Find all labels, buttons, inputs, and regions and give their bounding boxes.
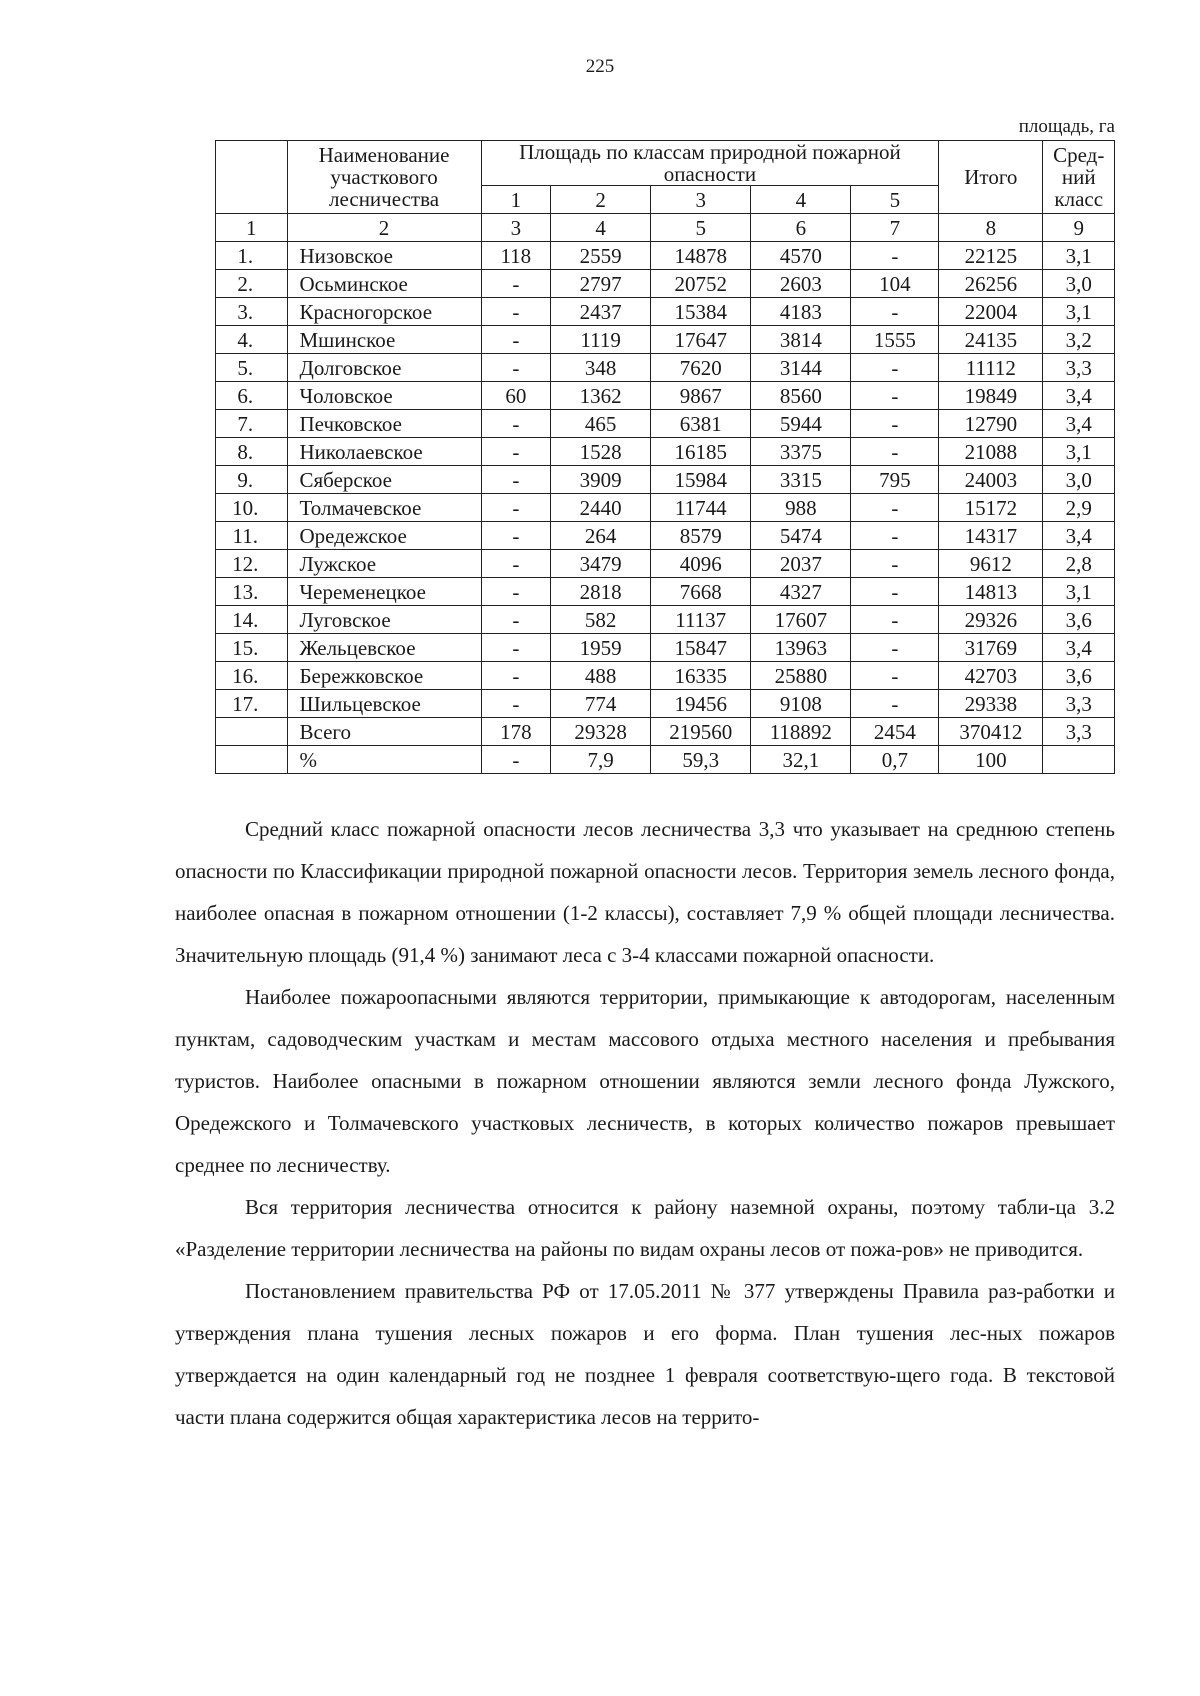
row-number: 11. xyxy=(216,522,288,550)
body-text xyxy=(175,808,1115,1438)
row-number: 6. xyxy=(216,382,288,410)
table-row xyxy=(216,270,1115,298)
total-area: 26256 xyxy=(939,270,1043,298)
class-4-area: 32,1 xyxy=(751,746,851,774)
class-1-area: - xyxy=(481,606,550,634)
class-5-area: - xyxy=(851,410,939,438)
class-5-area: - xyxy=(851,550,939,578)
total-area: 12790 xyxy=(939,410,1043,438)
class-5-area: - xyxy=(851,494,939,522)
class-2-area: 7,9 xyxy=(551,746,651,774)
table-row xyxy=(216,522,1115,550)
class-4-area: 988 xyxy=(751,494,851,522)
class-4-area: 4570 xyxy=(751,242,851,270)
average-class: 3,2 xyxy=(1043,326,1115,354)
column-number: 7 xyxy=(851,214,939,242)
class-4-area: 4327 xyxy=(751,578,851,606)
total-area: 14813 xyxy=(939,578,1043,606)
total-area: 14317 xyxy=(939,522,1043,550)
class-1-area: - xyxy=(481,438,550,466)
table-row xyxy=(216,298,1115,326)
forestry-name: Шильцевское xyxy=(287,690,481,718)
class-1-area: - xyxy=(481,494,550,522)
class-3-area: 15384 xyxy=(651,298,751,326)
table-row xyxy=(216,690,1115,718)
class-4-area: 5474 xyxy=(751,522,851,550)
forestry-name: Оредежское xyxy=(287,522,481,550)
class-5-area: - xyxy=(851,354,939,382)
class-3-area: 7668 xyxy=(651,578,751,606)
unit-note: площадь, га xyxy=(1018,116,1115,137)
class-4-area: 118892 xyxy=(751,718,851,746)
row-number: 15. xyxy=(216,634,288,662)
class-1-area: - xyxy=(481,578,550,606)
class-4-area: 3315 xyxy=(751,466,851,494)
class-5-area: - xyxy=(851,382,939,410)
class-3-area: 15847 xyxy=(651,634,751,662)
class-1-area: - xyxy=(481,662,550,690)
class-3-area: 6381 xyxy=(651,410,751,438)
class-2-area: 2440 xyxy=(551,494,651,522)
class-3-area: 4096 xyxy=(651,550,751,578)
row-number: 10. xyxy=(216,494,288,522)
average-class: 3,4 xyxy=(1043,410,1115,438)
class-3-area: 17647 xyxy=(651,326,751,354)
row-number xyxy=(216,718,288,746)
average-class: 3,4 xyxy=(1043,634,1115,662)
table-row xyxy=(216,578,1115,606)
row-number: 13. xyxy=(216,578,288,606)
paragraph: Средний класс пожарной опасности лесов лесничества 3,3 что указывает на среднюю степень опасности по Классификации природной пожарной опасности лесов. Территория земель лесного фонда, наиболее опасная в пожарном отношении (1-2 классы), составляет 7,9 % общей площади лесничества. Значительную площадь (91,4 %) занимают леса с 3-4 классами пожарной опасности. xyxy=(175,817,1115,967)
class-2-area: 29328 xyxy=(551,718,651,746)
class-5-area: - xyxy=(851,298,939,326)
column-number: 9 xyxy=(1043,214,1115,242)
class-1-area: - xyxy=(481,466,550,494)
class-2-area: 2559 xyxy=(551,242,651,270)
row-number: 17. xyxy=(216,690,288,718)
average-class: 2,9 xyxy=(1043,494,1115,522)
class-5-area: - xyxy=(851,522,939,550)
class-2-area: 264 xyxy=(551,522,651,550)
class-1-area: - xyxy=(481,354,550,382)
class-5-area: - xyxy=(851,690,939,718)
fire-danger-table xyxy=(215,140,1115,774)
header-total: Итого xyxy=(939,141,1043,214)
class-4-area: 25880 xyxy=(751,662,851,690)
row-number: 14. xyxy=(216,606,288,634)
total-area: 9612 xyxy=(939,550,1043,578)
class-4-area: 5944 xyxy=(751,410,851,438)
average-class: 3,3 xyxy=(1043,354,1115,382)
class-1-area: 118 xyxy=(481,242,550,270)
average-class: 3,3 xyxy=(1043,690,1115,718)
total-area: 22004 xyxy=(939,298,1043,326)
header-name: Наименование участкового лесничества xyxy=(287,141,481,214)
page-number: 225 xyxy=(585,56,615,77)
average-class: 3,0 xyxy=(1043,270,1115,298)
row-number: 7. xyxy=(216,410,288,438)
header-classes-group: Площадь по классам природной пожарной опасности xyxy=(481,141,939,186)
forestry-name: Толмачевское xyxy=(287,494,481,522)
class-2-area: 465 xyxy=(551,410,651,438)
class-2-area: 774 xyxy=(551,690,651,718)
class-2-area: 2437 xyxy=(551,298,651,326)
class-3-area: 219560 xyxy=(651,718,751,746)
average-class xyxy=(1043,746,1115,774)
class-5-area: - xyxy=(851,634,939,662)
header-blank xyxy=(216,141,288,214)
class-4-area: 2603 xyxy=(751,270,851,298)
forestry-name: % xyxy=(287,746,481,774)
class-4-area: 13963 xyxy=(751,634,851,662)
header-class-2: 2 xyxy=(551,186,651,214)
class-2-area: 3909 xyxy=(551,466,651,494)
forestry-name: Чоловское xyxy=(287,382,481,410)
row-number xyxy=(216,746,288,774)
class-1-area: - xyxy=(481,410,550,438)
average-class: 3,1 xyxy=(1043,298,1115,326)
class-2-area: 348 xyxy=(551,354,651,382)
table-row xyxy=(216,466,1115,494)
class-4-area: 3814 xyxy=(751,326,851,354)
class-5-area: - xyxy=(851,578,939,606)
class-2-area: 488 xyxy=(551,662,651,690)
total-area: 21088 xyxy=(939,438,1043,466)
forestry-name: Всего xyxy=(287,718,481,746)
average-class: 3,6 xyxy=(1043,606,1115,634)
forestry-name: Осьминское xyxy=(287,270,481,298)
class-5-area: 0,7 xyxy=(851,746,939,774)
forestry-name: Красногорское xyxy=(287,298,481,326)
class-1-area: - xyxy=(481,522,550,550)
class-4-area: 4183 xyxy=(751,298,851,326)
class-2-area: 582 xyxy=(551,606,651,634)
table-row xyxy=(216,634,1115,662)
paragraph: Вся территория лесничества относится к району наземной охраны, поэтому табли-ца 3.2 «Разделение территории лесничества на районы по видам охраны лесов от пожа-ров» не приводится. xyxy=(175,1195,1115,1261)
row-number: 4. xyxy=(216,326,288,354)
forestry-name: Луговское xyxy=(287,606,481,634)
class-1-area: - xyxy=(481,270,550,298)
average-class: 3,1 xyxy=(1043,438,1115,466)
paragraph: Наиболее пожароопасными являются территории, примыкающие к автодорогам, населенным пунктам, садоводческим участкам и местам массового отдыха местного населения и пребывания туристов. Наиболее опасными в пожарном отношении являются земли лесного фонда Лужского, Оредежского и Толмачевского участковых лесничеств, в которых количество пожаров превышает среднее по лесничеству. xyxy=(175,985,1115,1177)
class-1-area: 60 xyxy=(481,382,550,410)
forestry-name: Николаевское xyxy=(287,438,481,466)
forestry-name: Мшинское xyxy=(287,326,481,354)
class-4-area: 9108 xyxy=(751,690,851,718)
average-class: 3,4 xyxy=(1043,522,1115,550)
header-class-4: 4 xyxy=(751,186,851,214)
class-3-area: 16335 xyxy=(651,662,751,690)
class-5-area: 1555 xyxy=(851,326,939,354)
row-number: 12. xyxy=(216,550,288,578)
column-number: 3 xyxy=(481,214,550,242)
header-class-3: 3 xyxy=(651,186,751,214)
average-class: 3,3 xyxy=(1043,718,1115,746)
class-3-area: 9867 xyxy=(651,382,751,410)
table-row xyxy=(216,326,1115,354)
row-number: 9. xyxy=(216,466,288,494)
total-area: 24135 xyxy=(939,326,1043,354)
class-1-area: - xyxy=(481,326,550,354)
forestry-name: Череменецкое xyxy=(287,578,481,606)
class-1-area: - xyxy=(481,634,550,662)
table-row xyxy=(216,354,1115,382)
class-4-area: 3144 xyxy=(751,354,851,382)
class-5-area: - xyxy=(851,438,939,466)
class-3-area: 11137 xyxy=(651,606,751,634)
class-4-area: 8560 xyxy=(751,382,851,410)
total-area: 22125 xyxy=(939,242,1043,270)
table-row xyxy=(216,746,1115,774)
forestry-name: Сяберское xyxy=(287,466,481,494)
class-5-area: 2454 xyxy=(851,718,939,746)
class-1-area: - xyxy=(481,550,550,578)
class-1-area: - xyxy=(481,746,550,774)
class-2-area: 1119 xyxy=(551,326,651,354)
total-area: 15172 xyxy=(939,494,1043,522)
total-area: 29326 xyxy=(939,606,1043,634)
column-number: 2 xyxy=(287,214,481,242)
column-number: 8 xyxy=(939,214,1043,242)
total-area: 42703 xyxy=(939,662,1043,690)
table-row xyxy=(216,718,1115,746)
row-number: 8. xyxy=(216,438,288,466)
class-3-area: 15984 xyxy=(651,466,751,494)
total-area: 19849 xyxy=(939,382,1043,410)
class-2-area: 3479 xyxy=(551,550,651,578)
class-3-area: 14878 xyxy=(651,242,751,270)
average-class: 3,1 xyxy=(1043,242,1115,270)
row-number: 16. xyxy=(216,662,288,690)
total-area: 11112 xyxy=(939,354,1043,382)
row-number: 3. xyxy=(216,298,288,326)
total-area: 24003 xyxy=(939,466,1043,494)
column-number: 5 xyxy=(651,214,751,242)
class-2-area: 1528 xyxy=(551,438,651,466)
class-1-area: 178 xyxy=(481,718,550,746)
table-row xyxy=(216,410,1115,438)
forestry-name: Печковское xyxy=(287,410,481,438)
table-row xyxy=(216,550,1115,578)
average-class: 2,8 xyxy=(1043,550,1115,578)
table-row xyxy=(216,494,1115,522)
table-row xyxy=(216,382,1115,410)
class-3-area: 19456 xyxy=(651,690,751,718)
class-3-area: 7620 xyxy=(651,354,751,382)
class-2-area: 1959 xyxy=(551,634,651,662)
class-5-area: 104 xyxy=(851,270,939,298)
table-row xyxy=(216,662,1115,690)
header-class-5: 5 xyxy=(851,186,939,214)
total-area: 29338 xyxy=(939,690,1043,718)
class-5-area: - xyxy=(851,242,939,270)
class-3-area: 20752 xyxy=(651,270,751,298)
column-number: 1 xyxy=(216,214,288,242)
total-area: 31769 xyxy=(939,634,1043,662)
class-3-area: 59,3 xyxy=(651,746,751,774)
class-4-area: 3375 xyxy=(751,438,851,466)
forestry-name: Низовское xyxy=(287,242,481,270)
forestry-name: Лужское xyxy=(287,550,481,578)
paragraph: Постановлением правительства РФ от 17.05.2011 № 377 утверждены Правила раз-работки и утверждения плана тушения лесных пожаров и его форма. План тушения лес-ных пожаров утверждается на один календарный год не позднее 1 февраля соответствую-щего года. В текстовой части плана содержится общая характеристика лесов на террито- xyxy=(175,1279,1115,1429)
class-1-area: - xyxy=(481,298,550,326)
average-class: 3,6 xyxy=(1043,662,1115,690)
class-5-area: - xyxy=(851,606,939,634)
class-3-area: 16185 xyxy=(651,438,751,466)
class-5-area: 795 xyxy=(851,466,939,494)
average-class: 3,1 xyxy=(1043,578,1115,606)
class-3-area: 11744 xyxy=(651,494,751,522)
class-3-area: 8579 xyxy=(651,522,751,550)
class-4-area: 17607 xyxy=(751,606,851,634)
class-2-area: 2797 xyxy=(551,270,651,298)
average-class: 3,4 xyxy=(1043,382,1115,410)
header-avg-class: Сред-ний класс xyxy=(1043,141,1115,214)
class-4-area: 2037 xyxy=(751,550,851,578)
table-row xyxy=(216,606,1115,634)
total-area: 100 xyxy=(939,746,1043,774)
forestry-name: Бережковское xyxy=(287,662,481,690)
row-number: 2. xyxy=(216,270,288,298)
class-2-area: 1362 xyxy=(551,382,651,410)
column-number: 6 xyxy=(751,214,851,242)
class-5-area: - xyxy=(851,662,939,690)
forestry-name: Долговское xyxy=(287,354,481,382)
table-row xyxy=(216,242,1115,270)
total-area: 370412 xyxy=(939,718,1043,746)
class-2-area: 2818 xyxy=(551,578,651,606)
row-number: 5. xyxy=(216,354,288,382)
forestry-name: Жельцевское xyxy=(287,634,481,662)
header-class-1: 1 xyxy=(481,186,550,214)
class-1-area: - xyxy=(481,690,550,718)
average-class: 3,0 xyxy=(1043,466,1115,494)
row-number: 1. xyxy=(216,242,288,270)
table-row xyxy=(216,438,1115,466)
column-number: 4 xyxy=(551,214,651,242)
